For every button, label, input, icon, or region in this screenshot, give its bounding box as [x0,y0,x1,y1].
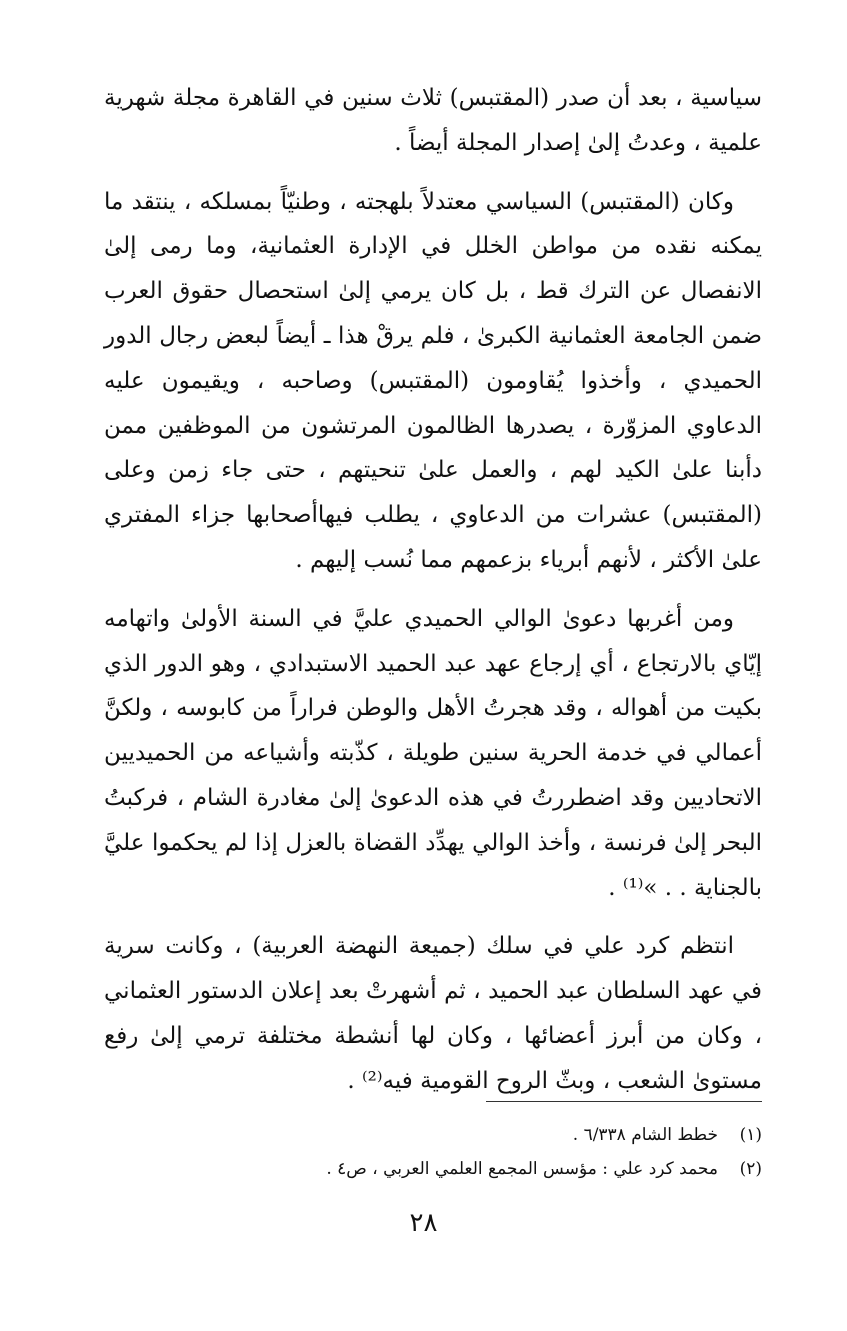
paragraph-2: وكان (المقتبس) السياسي معتدلاً بلهجته ، وطنيّاً بمسلكه ، ينتقد ما يمكنه نقده من مواطن الخلل في الإدارة العثمانية، وما رمى إلىٰ الانفصال عن الترك قط ، بل كان يرمي إلىٰ استحصال حقوق العرب ضمن الجامعة العثمانية الكبرىٰ ، فلم يرقْ هذا ـ أيضاً لبعض رجال الدور الحميدي ، وأخذوا يُقاومون (المقتبس) وصاحبه ، ويقيمون عليه الدعاوي المزوّرة ، يصدرها الظالمون المرتشون من الموظفين ممن دأبنا علىٰ الكيد لهم ، والعمل علىٰ تنحيتهم ، حتى جاء زمن وعلى (المقتبس) عشرات من الدعاوي ، يطلب فيهاأصحابها جزاء المفتري علىٰ الأكثر ، لأنهم أبرياء بزعمهم مما نُسب إليهم . [104,188,762,573]
body-text [104,76,762,1104]
footnote-text: خطط الشام ٦/٣٣٨ . [572,1125,718,1145]
footnote-divider [486,1101,762,1102]
paragraph-1: سياسية ، بعد أن صدر (المقتبس) ثلاث سنين في القاهرة مجلة شهرية علمية ، وعدتُ إلىٰ إصدار المجلة أيضاً . [104,85,762,156]
footnote-text: محمد كرد علي : مؤسس المجمع العلمي العربي ، ص٤ . [326,1159,718,1179]
footnotes [104,1118,762,1186]
paragraph-3: ومن أغربها دعوىٰ الوالي الحميدي عليَّ في السنة الأولىٰ واتهامه إيّاي بالارتجاع ، أي إرجاع عهد عبد الحميد الاستبدادي ، وهو الدور الذي بكيت من أهواله ، وقد هجرتُ الأهل والوطن فراراً من كابوسه ، ولكنَّ أعمالي في خدمة الحرية سنين طويلة ، كذّبته وأشياعه من الحميديين الاتحاديين وقد اضطررتُ في هذه الدعوىٰ إلىٰ مغادرة الشام ، فركبتُ البحر إلىٰ فرنسة ، وأخذ الوالي يهدِّد القضاة بالعزل إذا لم يحكموا عليَّ بالجناية . . »⁽¹⁾ . [104,605,762,901]
footnote-1 [104,1118,762,1152]
page-number: ٢٨ [409,1208,438,1238]
footnote-number: (٢) [739,1159,762,1179]
footnote-2 [104,1152,762,1186]
footnote-number: (١) [739,1125,762,1145]
paragraph-4: انتظم كرد علي في سلك (جميعة النهضة العربية) ، وكانت سرية في عهد السلطان عبد الحميد ، ثم أشهرتْ بعد إعلان الدستور العثماني ، وكان من أبرز أعضائها ، وكان لها أنشطة مختلفة ترمي إلىٰ رفع مستوىٰ الشعب ، وبثّ الروح القومية فيه⁽²⁾ . [104,933,762,1094]
